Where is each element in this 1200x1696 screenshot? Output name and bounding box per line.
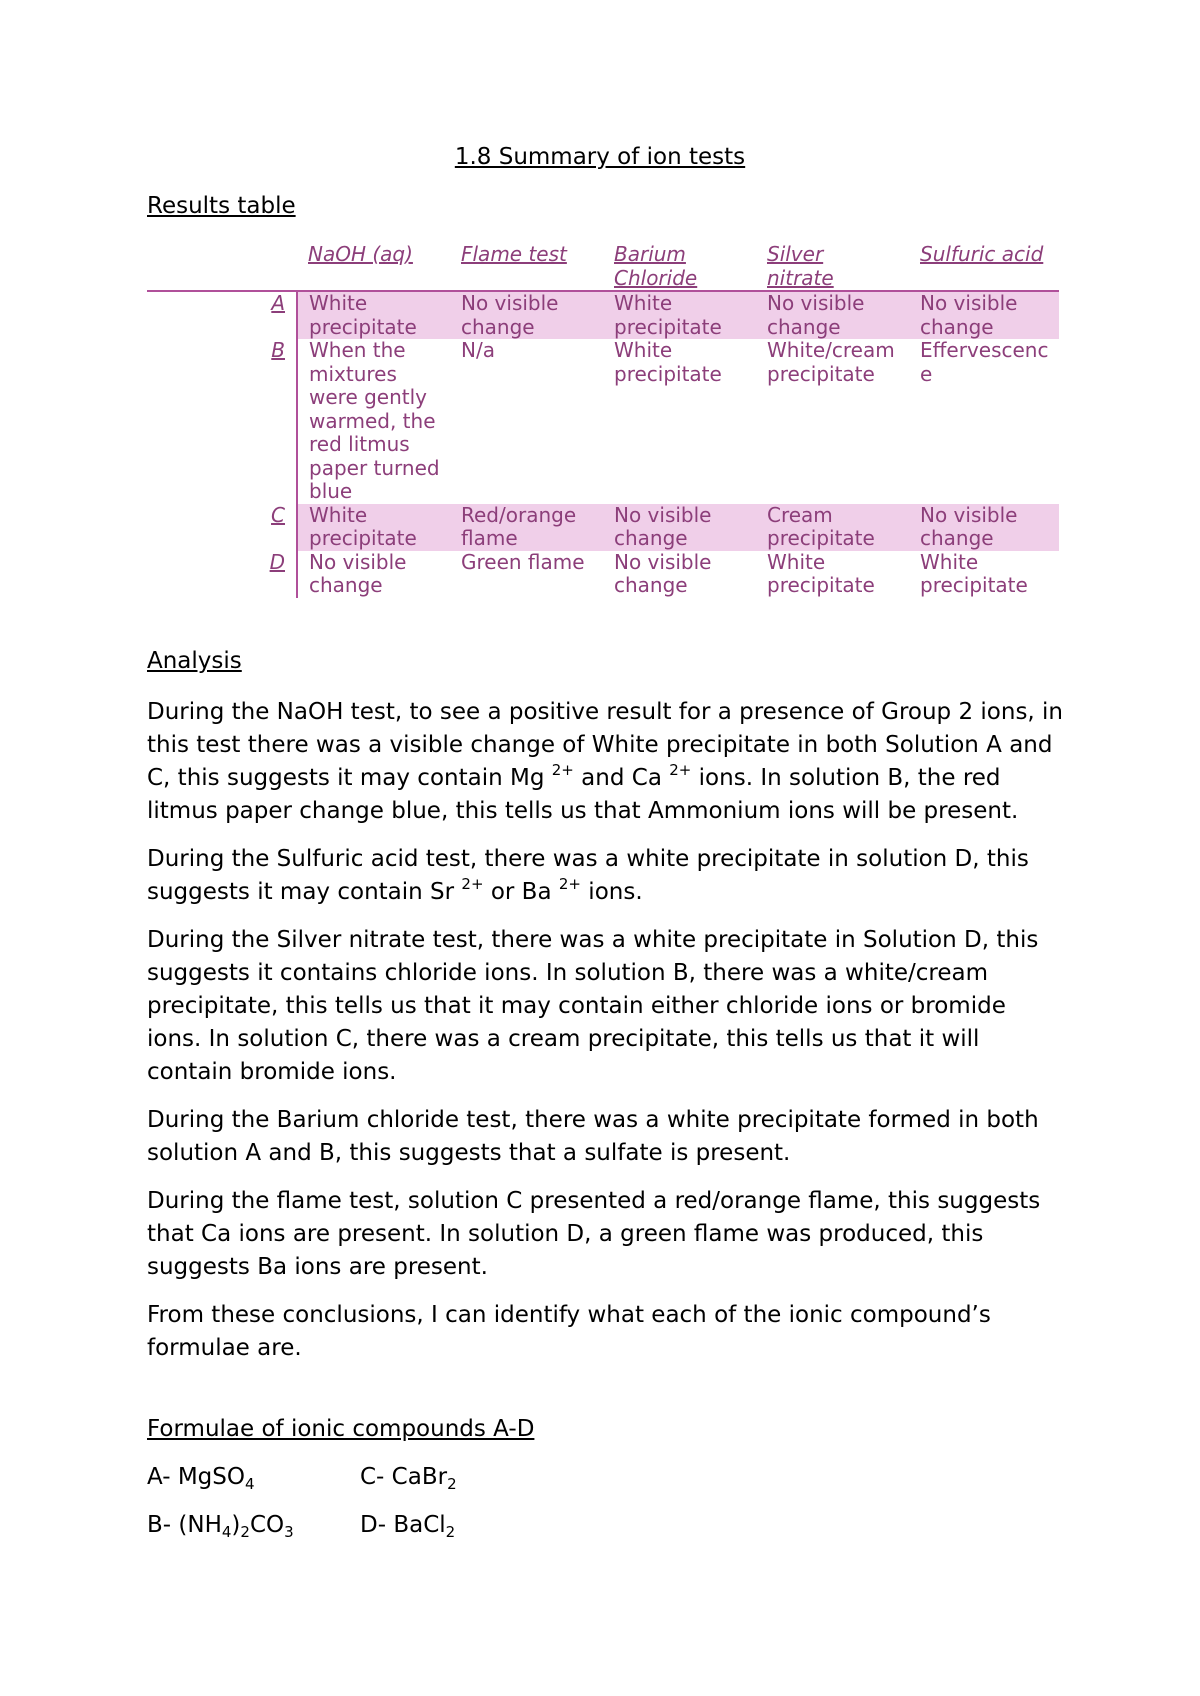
formula-text: A- MgSO (147, 1464, 245, 1490)
analysis-heading: Analysis (147, 648, 242, 674)
formula-row-2 (147, 1512, 456, 1541)
text-span: ions. In solution B, the red litmus paper change blue, this tells us that Ammonium ions will be present. (147, 765, 1019, 824)
table-cell: White precipitate (767, 549, 875, 597)
formula-text: ) (231, 1512, 241, 1538)
table-cell: White precipitate (920, 549, 1028, 597)
subscript: 4 (221, 1523, 232, 1541)
formula-row-1 (147, 1464, 457, 1493)
row-label: D (147, 551, 297, 598)
row-label: B (147, 339, 297, 504)
superscript: 2+ (461, 875, 484, 893)
superscript: 2+ (551, 761, 574, 779)
results-heading: Results table (147, 193, 296, 219)
table-cell: No visible change (450, 291, 603, 339)
table-cell: White precipitate (614, 338, 722, 386)
subscript: 4 (245, 1475, 255, 1493)
table-cell: When the mixtures were gently warmed, the red litmus paper turned blue (309, 338, 440, 503)
table-cell: Cream precipitate (756, 504, 909, 551)
formula-c (360, 1464, 457, 1493)
formula-text: CO (249, 1512, 285, 1538)
table-cell: N/a (461, 338, 495, 362)
formula-text: C- CaBr (360, 1464, 448, 1490)
column-header-text: Flame test (461, 242, 567, 266)
column-header-text: nitrate (767, 265, 834, 290)
text-span: During the NaOH test, to see a positive result for a presence of Group 2 ions, in this test there was a visible change of White precipitate in both Solution A and C, this suggests it may contain Mg (147, 699, 1064, 791)
column-header-text: Silver (767, 242, 824, 266)
table-header-row (147, 243, 1059, 291)
table-row (147, 551, 1059, 598)
analysis-paragraph: During the flame test, solution C presented a red/orange flame, this suggests that Ca ions are present. In solution D, a green flame was produced, this suggests Ba ions are present. (147, 1188, 1041, 1280)
formula-d (360, 1512, 456, 1541)
analysis-paragraph: From these conclusions, I can identify what each of the ionic compound’s formulae are. (147, 1302, 991, 1361)
subscript: 2 (447, 1475, 457, 1493)
table-row (147, 504, 1059, 551)
table-cell: Red/orange flame (450, 504, 603, 551)
text-span: ions. (581, 879, 643, 905)
subscript: 2 (445, 1523, 456, 1541)
table-row (147, 291, 1059, 339)
formulae-heading: Formulae of ionic compounds A-D (147, 1416, 535, 1442)
table-cell: No visible change (909, 291, 1059, 339)
table-cell: No visible change (614, 549, 712, 597)
formula-text: B- (NH (147, 1512, 222, 1538)
text-span: and Ca (573, 765, 670, 791)
analysis-paragraph: During the Barium chloride test, there was a white precipitate formed in both solution A and B, this suggests that a sulfate is present. (147, 1107, 1039, 1166)
column-header-silver-nitrate (756, 243, 909, 291)
formula-a (147, 1464, 255, 1493)
column-header-barium-chloride (603, 243, 756, 291)
column-header-text: Chloride (614, 265, 698, 290)
column-header-text: NaOH (aq) (308, 242, 413, 266)
analysis-paragraph (147, 843, 1067, 909)
analysis-body (147, 696, 1067, 1380)
table-cell: No visible change (309, 549, 407, 597)
superscript: 2+ (669, 761, 692, 779)
text-span: or Ba (483, 879, 559, 905)
table-cell: White precipitate (603, 291, 756, 339)
column-header-sulfuric-acid (909, 243, 1059, 291)
formula-b (147, 1512, 294, 1541)
table-row (147, 339, 1059, 504)
table-cell: White precipitate (297, 291, 450, 339)
table-cell: Effervescence (920, 338, 1049, 386)
subscript: 3 (284, 1523, 294, 1541)
superscript: 2+ (558, 875, 581, 893)
page-title: 1.8 Summary of ion tests (454, 144, 746, 170)
column-header-text: Sulfuric acid (920, 242, 1044, 266)
header-empty (147, 243, 297, 291)
table-cell: White/cream precipitate (767, 338, 895, 386)
analysis-paragraph: During the Silver nitrate test, there was a white precipitate in Solution D, this suggests it contains chloride ions. In solution B, there was a white/cream precipitate, this tells us that it may contain either chloride ions or bromide ions. In solution C, there was a cream precipitate, this tells us that it will contain bromide ions. (147, 927, 1039, 1085)
column-header-text: Barium (614, 242, 686, 266)
formula-text: D- BaCl (360, 1512, 446, 1538)
text-span: During the Sulfuric acid test, there was a white precipitate in solution D, this suggests it may contain Sr (147, 846, 1029, 905)
subscript: 2 (240, 1523, 250, 1541)
table-cell: No visible change (603, 504, 756, 551)
column-header-naoh (297, 243, 450, 291)
row-label: A (147, 291, 297, 339)
table-cell: Green flame (461, 549, 585, 574)
table-cell: No visible change (909, 504, 1059, 551)
table-cell: White precipitate (297, 504, 450, 551)
results-table (147, 243, 1059, 598)
column-header-flame-test (450, 243, 603, 291)
row-label: C (147, 504, 297, 551)
table-cell: No visible change (756, 291, 909, 339)
analysis-paragraph (147, 696, 1067, 828)
